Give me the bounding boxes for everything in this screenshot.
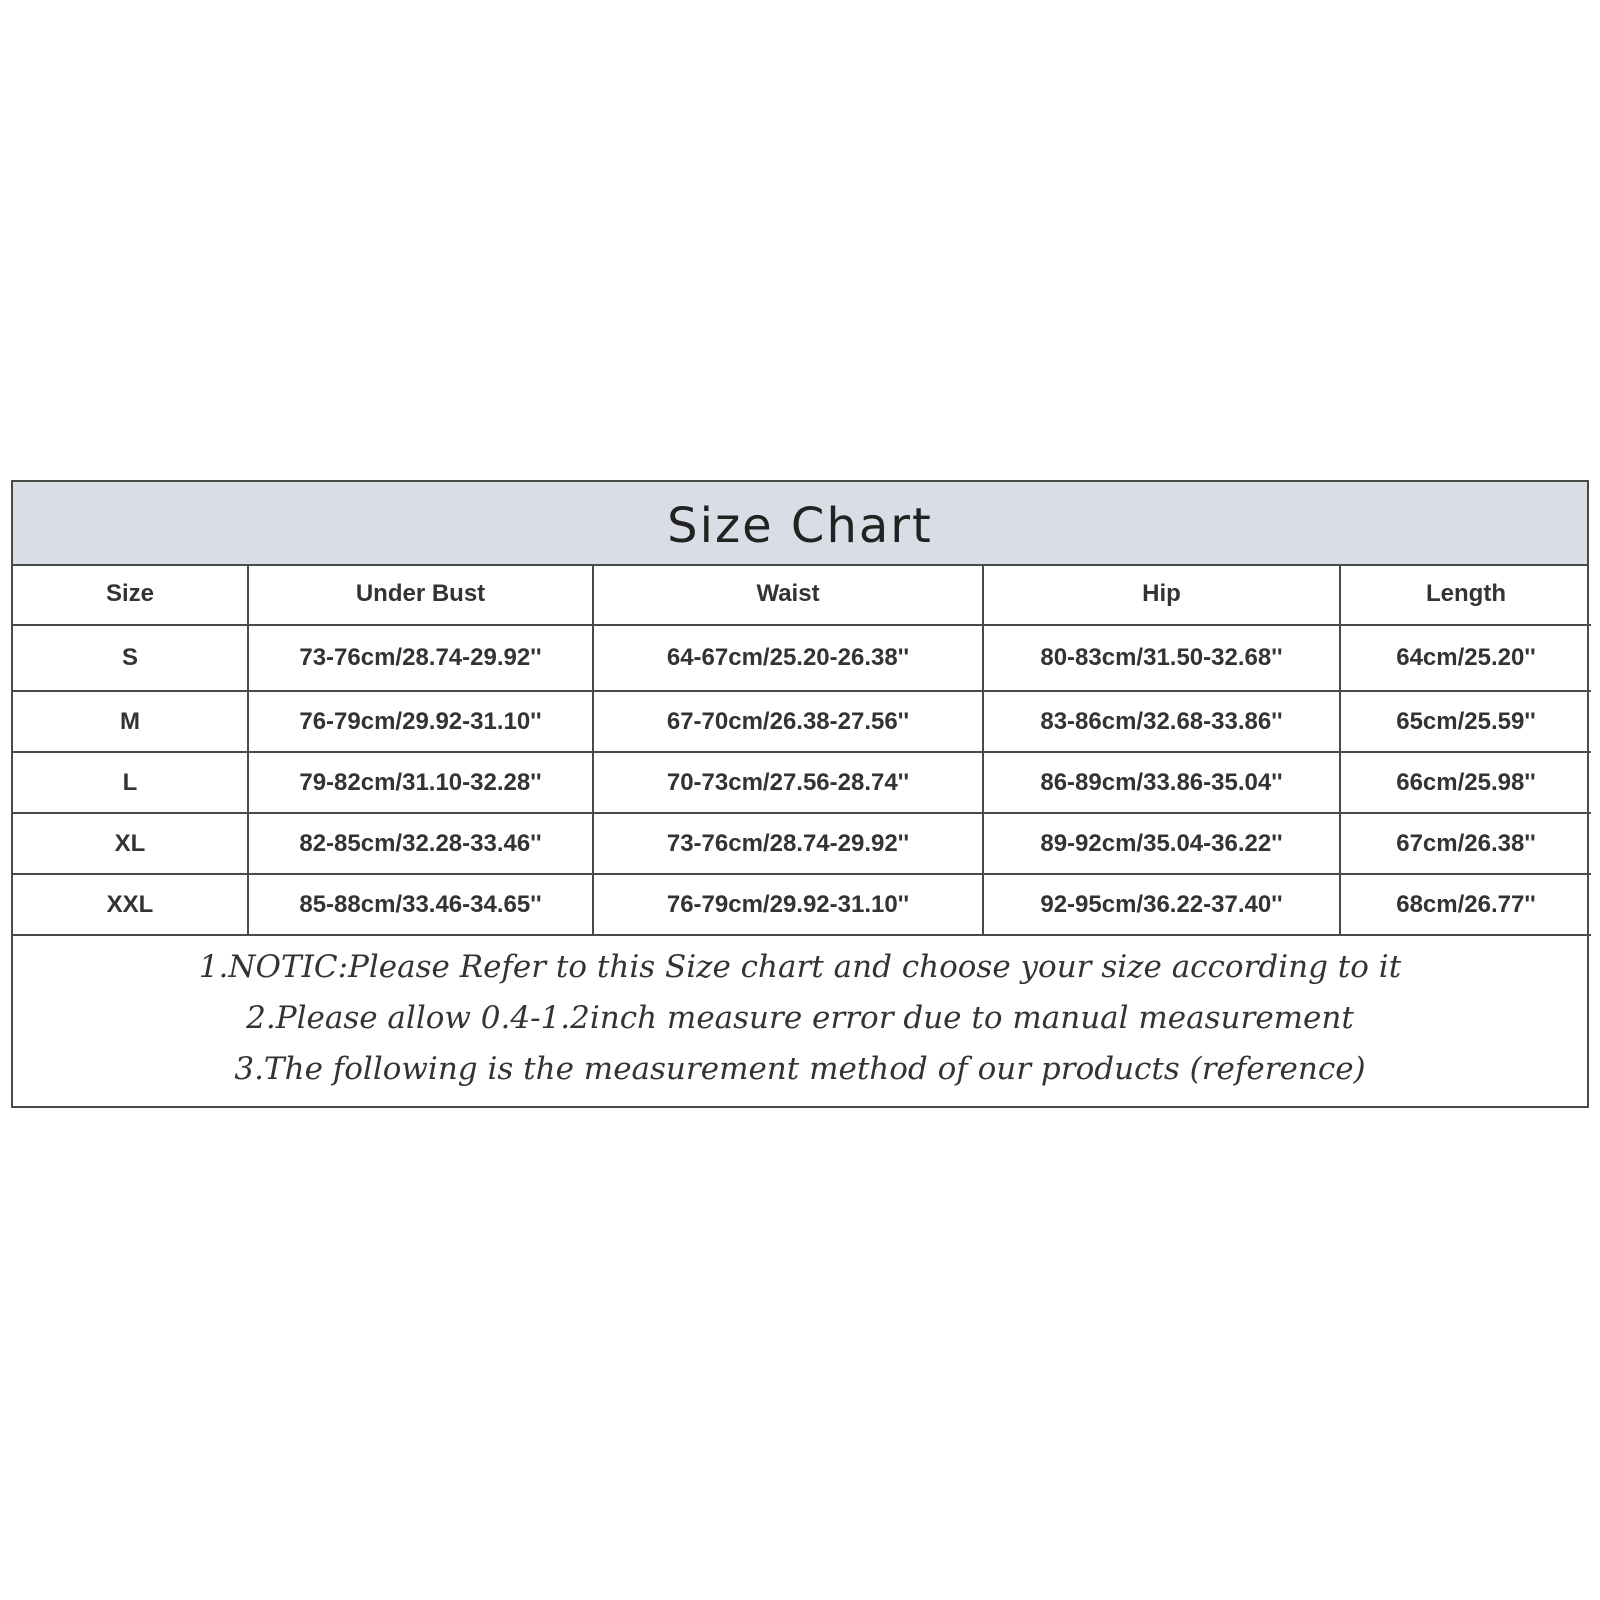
hip-cell: 80-83cm/31.50-32.68'' — [983, 625, 1340, 691]
table-row — [13, 874, 1591, 935]
table-row — [13, 813, 1591, 874]
waist-cell: 70-73cm/27.56-28.74'' — [593, 752, 983, 813]
hip-cell: 92-95cm/36.22-37.40'' — [983, 874, 1340, 935]
table-row — [13, 691, 1591, 752]
waist-cell: 73-76cm/28.74-29.92'' — [593, 813, 983, 874]
hip-cell: 89-92cm/35.04-36.22'' — [983, 813, 1340, 874]
under-bust-cell: 85-88cm/33.46-34.65'' — [248, 874, 593, 935]
size-cell: L — [13, 752, 248, 813]
column-header-hip: Hip — [983, 564, 1340, 625]
hip-cell: 83-86cm/32.68-33.86'' — [983, 691, 1340, 752]
size-chart — [11, 480, 1589, 1108]
size-cell: M — [13, 691, 248, 752]
waist-cell: 67-70cm/26.38-27.56'' — [593, 691, 983, 752]
length-cell: 68cm/26.77'' — [1340, 874, 1591, 935]
size-cell: XXL — [13, 874, 248, 935]
length-cell: 65cm/25.59'' — [1340, 691, 1591, 752]
notes-section — [13, 936, 1587, 1106]
table-header-row — [13, 564, 1591, 625]
note-line: 2.Please allow 0.4-1.2inch measure error due to manual measurement — [246, 1000, 1354, 1036]
column-header-waist: Waist — [593, 564, 983, 625]
table-row — [13, 752, 1591, 813]
hip-cell: 86-89cm/33.86-35.04'' — [983, 752, 1340, 813]
waist-cell: 64-67cm/25.20-26.38'' — [593, 625, 983, 691]
note-line: 1.NOTIC:Please Refer to this Size chart and choose your size according to it — [198, 949, 1402, 985]
column-header-under-bust: Under Bust — [248, 564, 593, 625]
column-header-size: Size — [13, 564, 248, 625]
under-bust-cell: 73-76cm/28.74-29.92'' — [248, 625, 593, 691]
length-cell: 66cm/25.98'' — [1340, 752, 1591, 813]
under-bust-cell: 82-85cm/32.28-33.46'' — [248, 813, 593, 874]
table-row — [13, 625, 1591, 691]
note-line: 3.The following is the measurement method of our products (reference) — [234, 1051, 1366, 1087]
size-cell: S — [13, 625, 248, 691]
size-table — [13, 564, 1591, 936]
waist-cell: 76-79cm/29.92-31.10'' — [593, 874, 983, 935]
title-band — [13, 482, 1587, 566]
length-cell: 67cm/26.38'' — [1340, 813, 1591, 874]
under-bust-cell: 79-82cm/31.10-32.28'' — [248, 752, 593, 813]
column-header-length: Length — [1340, 564, 1591, 625]
size-cell: XL — [13, 813, 248, 874]
under-bust-cell: 76-79cm/29.92-31.10'' — [248, 691, 593, 752]
chart-title: Size Chart — [667, 498, 933, 554]
length-cell: 64cm/25.20'' — [1340, 625, 1591, 691]
